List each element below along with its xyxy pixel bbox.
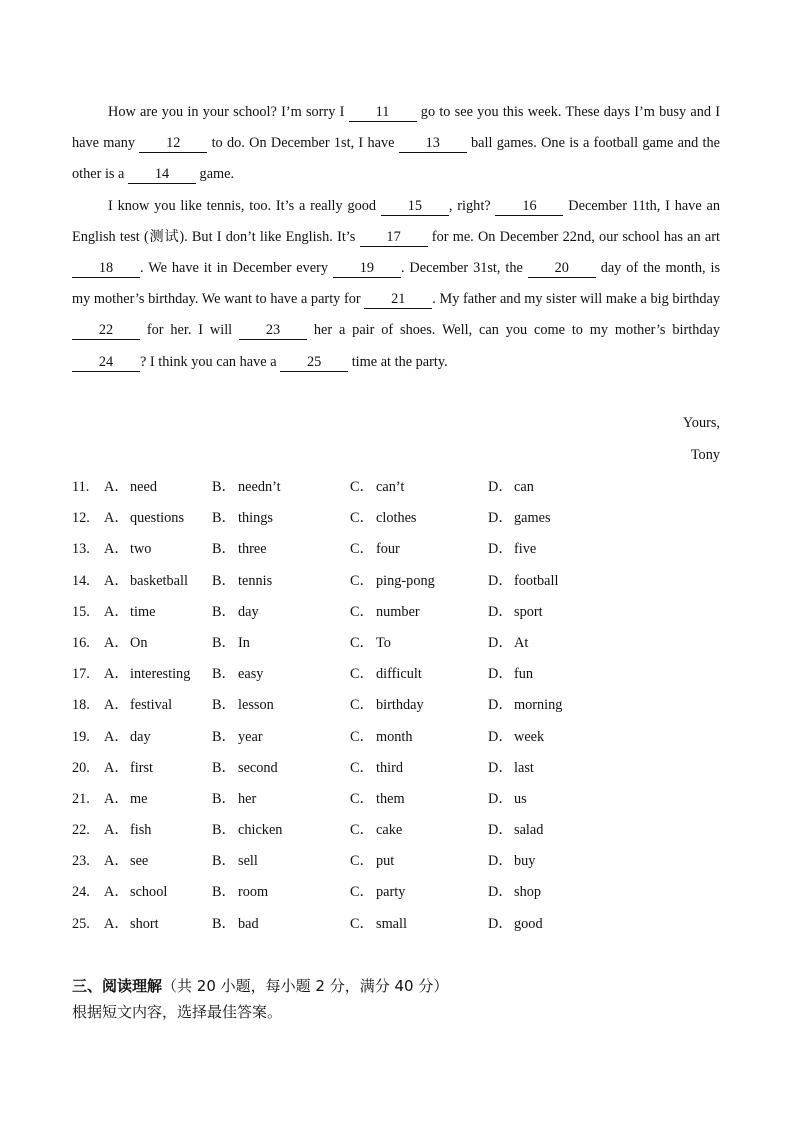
option-a[interactable]	[104, 503, 184, 534]
passage-text: ball games. One is a football game and the other is a	[72, 135, 720, 183]
blank-24: 24	[72, 354, 140, 372]
blank-13: 13	[399, 135, 467, 153]
passage-text: . December 31st, the	[400, 260, 528, 277]
option-letter: C．	[350, 479, 374, 495]
option-text: lesson	[238, 697, 274, 714]
option-text: school	[130, 884, 168, 901]
option-d[interactable]	[488, 597, 543, 628]
option-text: morning	[514, 697, 563, 714]
question-row	[72, 815, 712, 846]
option-d[interactable]	[488, 503, 551, 534]
option-d[interactable]	[488, 815, 543, 846]
option-letter: B．	[212, 510, 236, 527]
letter-closing: Yours,	[682, 415, 720, 431]
question-number: 16.	[72, 634, 90, 651]
option-letter: C．	[350, 759, 374, 776]
option-text: third	[376, 759, 404, 776]
option-a[interactable]	[104, 909, 159, 940]
option-letter: D．	[488, 666, 513, 683]
option-text: sport	[514, 603, 543, 620]
question-row	[72, 784, 712, 815]
option-d[interactable]	[488, 690, 562, 721]
option-letter: B．	[212, 666, 236, 683]
question-number: 23.	[72, 853, 90, 870]
passage-text: ? I think you can have a	[140, 353, 281, 370]
option-text: In	[238, 634, 250, 651]
option-text: see	[130, 853, 149, 870]
option-text: five	[514, 541, 537, 558]
option-text: party	[376, 884, 406, 901]
option-text: football	[514, 572, 559, 589]
option-d[interactable]	[488, 846, 535, 877]
question-number: 15.	[72, 603, 90, 620]
option-text: chicken	[238, 822, 283, 839]
option-text: needn’t	[238, 479, 281, 495]
option-a[interactable]	[104, 877, 167, 908]
option-letter: D．	[488, 822, 513, 839]
option-letter: D．	[488, 790, 513, 807]
question-row	[72, 472, 712, 503]
option-letter: B．	[212, 759, 236, 776]
option-text: can’t	[376, 479, 405, 495]
option-d[interactable]	[488, 753, 534, 784]
blank-25: 25	[280, 354, 348, 372]
option-a[interactable]	[104, 846, 148, 877]
option-b[interactable]	[212, 566, 272, 597]
option-letter: D．	[488, 634, 513, 651]
passage-paragraph-2	[72, 191, 720, 378]
option-letter: B．	[212, 822, 236, 839]
section-3-scoring: （共 20 小题，每小题 2 分，满分 40 分）	[162, 977, 449, 995]
option-text: need	[130, 479, 157, 495]
option-text: cake	[376, 822, 403, 839]
option-b[interactable]	[212, 909, 259, 940]
option-letter: C．	[350, 541, 374, 558]
option-c[interactable]	[350, 503, 417, 534]
question-number: 14.	[72, 572, 90, 589]
option-letter: C．	[350, 790, 374, 807]
option-letter: C．	[350, 915, 374, 932]
blank-21: 21	[364, 291, 432, 309]
option-letter: D．	[488, 572, 513, 589]
option-text: day	[130, 728, 151, 745]
option-a[interactable]	[104, 628, 147, 659]
option-letter: A．	[104, 634, 129, 651]
option-letter: B．	[212, 697, 236, 714]
option-text: basketball	[130, 572, 188, 589]
option-letter: C．	[350, 666, 374, 683]
option-text: time	[130, 603, 156, 620]
passage-text: . We have it in December every	[140, 260, 333, 277]
question-row	[72, 690, 712, 721]
option-letter: D．	[488, 884, 513, 901]
option-c[interactable]	[350, 534, 400, 565]
option-letter: C．	[350, 884, 374, 901]
blank-12: 12	[139, 135, 207, 153]
option-text: On	[130, 634, 148, 651]
option-letter: C．	[350, 728, 374, 745]
option-d[interactable]	[488, 877, 541, 908]
option-letter: D．	[488, 728, 513, 745]
blank-15: 15	[381, 198, 449, 216]
passage-text: , right?	[448, 197, 496, 214]
passage-text: for me. On December 22nd, our school has an art	[427, 228, 720, 245]
option-d[interactable]	[488, 909, 543, 940]
option-text: easy	[238, 666, 264, 683]
option-b[interactable]	[212, 534, 267, 565]
passage-text: her a pair of shoes. Well, can you come to my mother’s birthday	[307, 322, 720, 339]
passage-text: December 11th, I have an English test (测试). But I don’t like English. It’s	[72, 197, 720, 245]
option-letter: C．	[350, 634, 374, 651]
option-c[interactable]	[350, 597, 420, 628]
option-letter: D．	[488, 541, 513, 558]
option-text: buy	[514, 853, 536, 870]
question-row	[72, 597, 712, 628]
option-c[interactable]	[350, 784, 405, 815]
option-letter: D．	[488, 697, 513, 714]
option-text: us	[514, 790, 527, 807]
option-a[interactable]	[104, 815, 151, 846]
option-letter: A．	[104, 728, 129, 745]
option-letter: D．	[488, 603, 513, 620]
option-text: small	[376, 915, 407, 932]
option-letter: A．	[104, 541, 129, 558]
option-letter: A．	[104, 510, 129, 527]
option-text: her	[238, 790, 257, 807]
option-b[interactable]	[212, 597, 259, 628]
option-text: fish	[130, 822, 152, 839]
option-text: three	[238, 541, 267, 558]
option-a[interactable]	[104, 722, 151, 753]
option-b[interactable]	[212, 846, 258, 877]
question-number: 19.	[72, 728, 90, 745]
option-b[interactable]	[212, 753, 278, 784]
option-letter: C．	[350, 603, 374, 620]
option-a[interactable]	[104, 659, 190, 690]
letter-signature: Tony	[690, 447, 720, 463]
option-b[interactable]	[212, 877, 268, 908]
option-letter: A．	[104, 666, 129, 683]
option-text: two	[130, 541, 152, 558]
option-text: fun	[514, 666, 534, 683]
option-text: year	[238, 728, 263, 745]
option-text: shop	[514, 884, 542, 901]
option-d[interactable]	[488, 659, 533, 690]
option-a[interactable]	[104, 690, 172, 721]
blank-18: 18	[72, 260, 140, 278]
option-letter: D．	[488, 759, 513, 776]
option-b[interactable]	[212, 503, 273, 534]
question-row	[72, 659, 712, 690]
option-c[interactable]	[350, 722, 413, 753]
option-text: good	[514, 915, 543, 932]
section-3-heading	[72, 973, 448, 999]
answer-options	[72, 472, 712, 940]
passage-text: day of the month, is my mother’s birthday. We want to have a party for	[72, 260, 721, 308]
question-number: 21.	[72, 790, 90, 807]
option-text: interesting	[130, 666, 191, 683]
option-letter: B．	[212, 728, 236, 745]
blank-23: 23	[239, 322, 307, 340]
option-text: At	[514, 634, 529, 651]
option-letter: C．	[350, 510, 374, 527]
option-letter: D．	[488, 479, 513, 495]
question-number: 11.	[72, 479, 90, 495]
option-b[interactable]	[212, 472, 281, 503]
option-letter: B．	[212, 479, 236, 495]
option-text: sell	[238, 853, 258, 870]
option-c[interactable]	[350, 690, 424, 721]
option-letter: A．	[104, 759, 129, 776]
passage-text: go to see you this week. These days I’m busy and I have many	[72, 104, 720, 152]
option-letter: A．	[104, 915, 129, 932]
passage-text: time at the party.	[348, 353, 448, 370]
option-letter: B．	[212, 603, 236, 620]
option-letter: A．	[104, 572, 129, 589]
option-c[interactable]	[350, 909, 407, 940]
option-d[interactable]	[488, 722, 544, 753]
option-text: salad	[514, 822, 544, 839]
option-letter: B．	[212, 634, 236, 651]
option-letter: C．	[350, 853, 374, 870]
question-row	[72, 503, 712, 534]
option-letter: B．	[212, 884, 236, 901]
option-c[interactable]	[350, 566, 435, 597]
option-letter: D．	[488, 853, 513, 870]
option-letter: A．	[104, 822, 129, 839]
option-d[interactable]	[488, 566, 558, 597]
option-letter: C．	[350, 572, 374, 589]
blank-11: 11	[349, 104, 417, 122]
option-text: clothes	[376, 510, 417, 527]
option-text: birthday	[376, 697, 424, 714]
passage-text: I know you like tennis, too. It’s a really good	[108, 197, 381, 214]
option-letter: C．	[350, 822, 374, 839]
option-letter: C．	[350, 697, 374, 714]
option-a[interactable]	[104, 472, 157, 503]
option-letter: A．	[104, 853, 129, 870]
question-number: 18.	[72, 697, 90, 714]
option-text: ping-pong	[376, 572, 435, 589]
option-d[interactable]	[488, 784, 527, 815]
option-text: day	[238, 603, 259, 620]
question-row	[72, 722, 712, 753]
option-c[interactable]	[350, 659, 422, 690]
blank-20: 20	[528, 260, 596, 278]
blank-19: 19	[333, 260, 401, 278]
option-c[interactable]	[350, 472, 404, 503]
option-letter: A．	[104, 884, 129, 901]
option-a[interactable]	[104, 784, 147, 815]
option-a[interactable]	[104, 566, 188, 597]
option-text: second	[238, 759, 278, 776]
section-3-title: 三、阅读理解	[72, 977, 163, 995]
option-letter: B．	[212, 541, 236, 558]
option-text: things	[238, 510, 273, 527]
option-text: first	[130, 759, 154, 776]
section-3-instruction: 根据短文内容，选择最佳答案。	[72, 1003, 283, 1021]
passage-text: . My father and my sister will make a big birthday	[432, 291, 720, 308]
option-a[interactable]	[104, 597, 155, 628]
option-text: me	[130, 790, 148, 807]
option-c[interactable]	[350, 628, 391, 659]
option-text: questions	[130, 510, 185, 527]
option-text: them	[376, 790, 405, 807]
option-letter: A．	[104, 603, 129, 620]
question-row	[72, 628, 712, 659]
question-row	[72, 877, 712, 908]
option-text: short	[130, 915, 159, 932]
option-text: To	[376, 634, 391, 651]
option-text: four	[376, 541, 400, 558]
option-c[interactable]	[350, 846, 394, 877]
option-d[interactable]	[488, 534, 536, 565]
option-a[interactable]	[104, 753, 153, 784]
question-row	[72, 909, 712, 940]
blank-16: 16	[495, 198, 563, 216]
option-text: games	[514, 510, 551, 527]
cloze-passage	[72, 97, 720, 378]
option-letter: B．	[212, 790, 236, 807]
option-b[interactable]	[212, 784, 256, 815]
question-row	[72, 534, 712, 565]
option-a[interactable]	[104, 534, 151, 565]
question-number: 12.	[72, 510, 90, 527]
question-number: 13.	[72, 541, 90, 558]
passage-text: How are you in your school? I’m sorry I	[108, 104, 349, 120]
option-letter: A．	[104, 790, 129, 807]
blank-14: 14	[128, 166, 196, 184]
option-text: number	[376, 603, 420, 620]
option-text: put	[376, 853, 395, 870]
passage-text: for her. I will	[140, 322, 239, 339]
option-text: bad	[238, 915, 259, 932]
option-text: can	[514, 479, 534, 495]
option-text: room	[238, 884, 269, 901]
option-b[interactable]	[212, 815, 282, 846]
option-letter: D．	[488, 510, 513, 527]
option-c[interactable]	[350, 877, 405, 908]
question-number: 24.	[72, 884, 90, 901]
option-letter: D．	[488, 915, 513, 932]
option-b[interactable]	[212, 659, 263, 690]
question-number: 17.	[72, 666, 90, 683]
option-d[interactable]	[488, 472, 534, 503]
option-b[interactable]	[212, 690, 274, 721]
option-letter: B．	[212, 853, 236, 870]
option-b[interactable]	[212, 722, 263, 753]
option-letter: B．	[212, 915, 236, 932]
option-letter: A．	[104, 479, 129, 495]
option-text: week	[514, 728, 545, 745]
question-row	[72, 846, 712, 877]
option-text: month	[376, 728, 413, 745]
blank-22: 22	[72, 322, 140, 340]
option-text: last	[514, 759, 534, 776]
option-c[interactable]	[350, 753, 403, 784]
option-letter: A．	[104, 697, 129, 714]
question-row	[72, 566, 712, 597]
question-row	[72, 753, 712, 784]
option-b[interactable]	[212, 628, 250, 659]
question-number: 22.	[72, 822, 90, 839]
passage-text: to do. On December 1st, I have	[207, 135, 399, 152]
option-c[interactable]	[350, 815, 402, 846]
option-text: tennis	[238, 572, 273, 589]
option-text: difficult	[376, 666, 422, 683]
passage-text: game.	[195, 166, 235, 183]
blank-17: 17	[360, 229, 428, 247]
option-d[interactable]	[488, 628, 528, 659]
option-letter: B．	[212, 572, 236, 589]
option-text: festival	[130, 697, 173, 714]
question-number: 20.	[72, 759, 90, 776]
passage-paragraph-1	[72, 97, 720, 191]
question-number: 25.	[72, 915, 90, 932]
